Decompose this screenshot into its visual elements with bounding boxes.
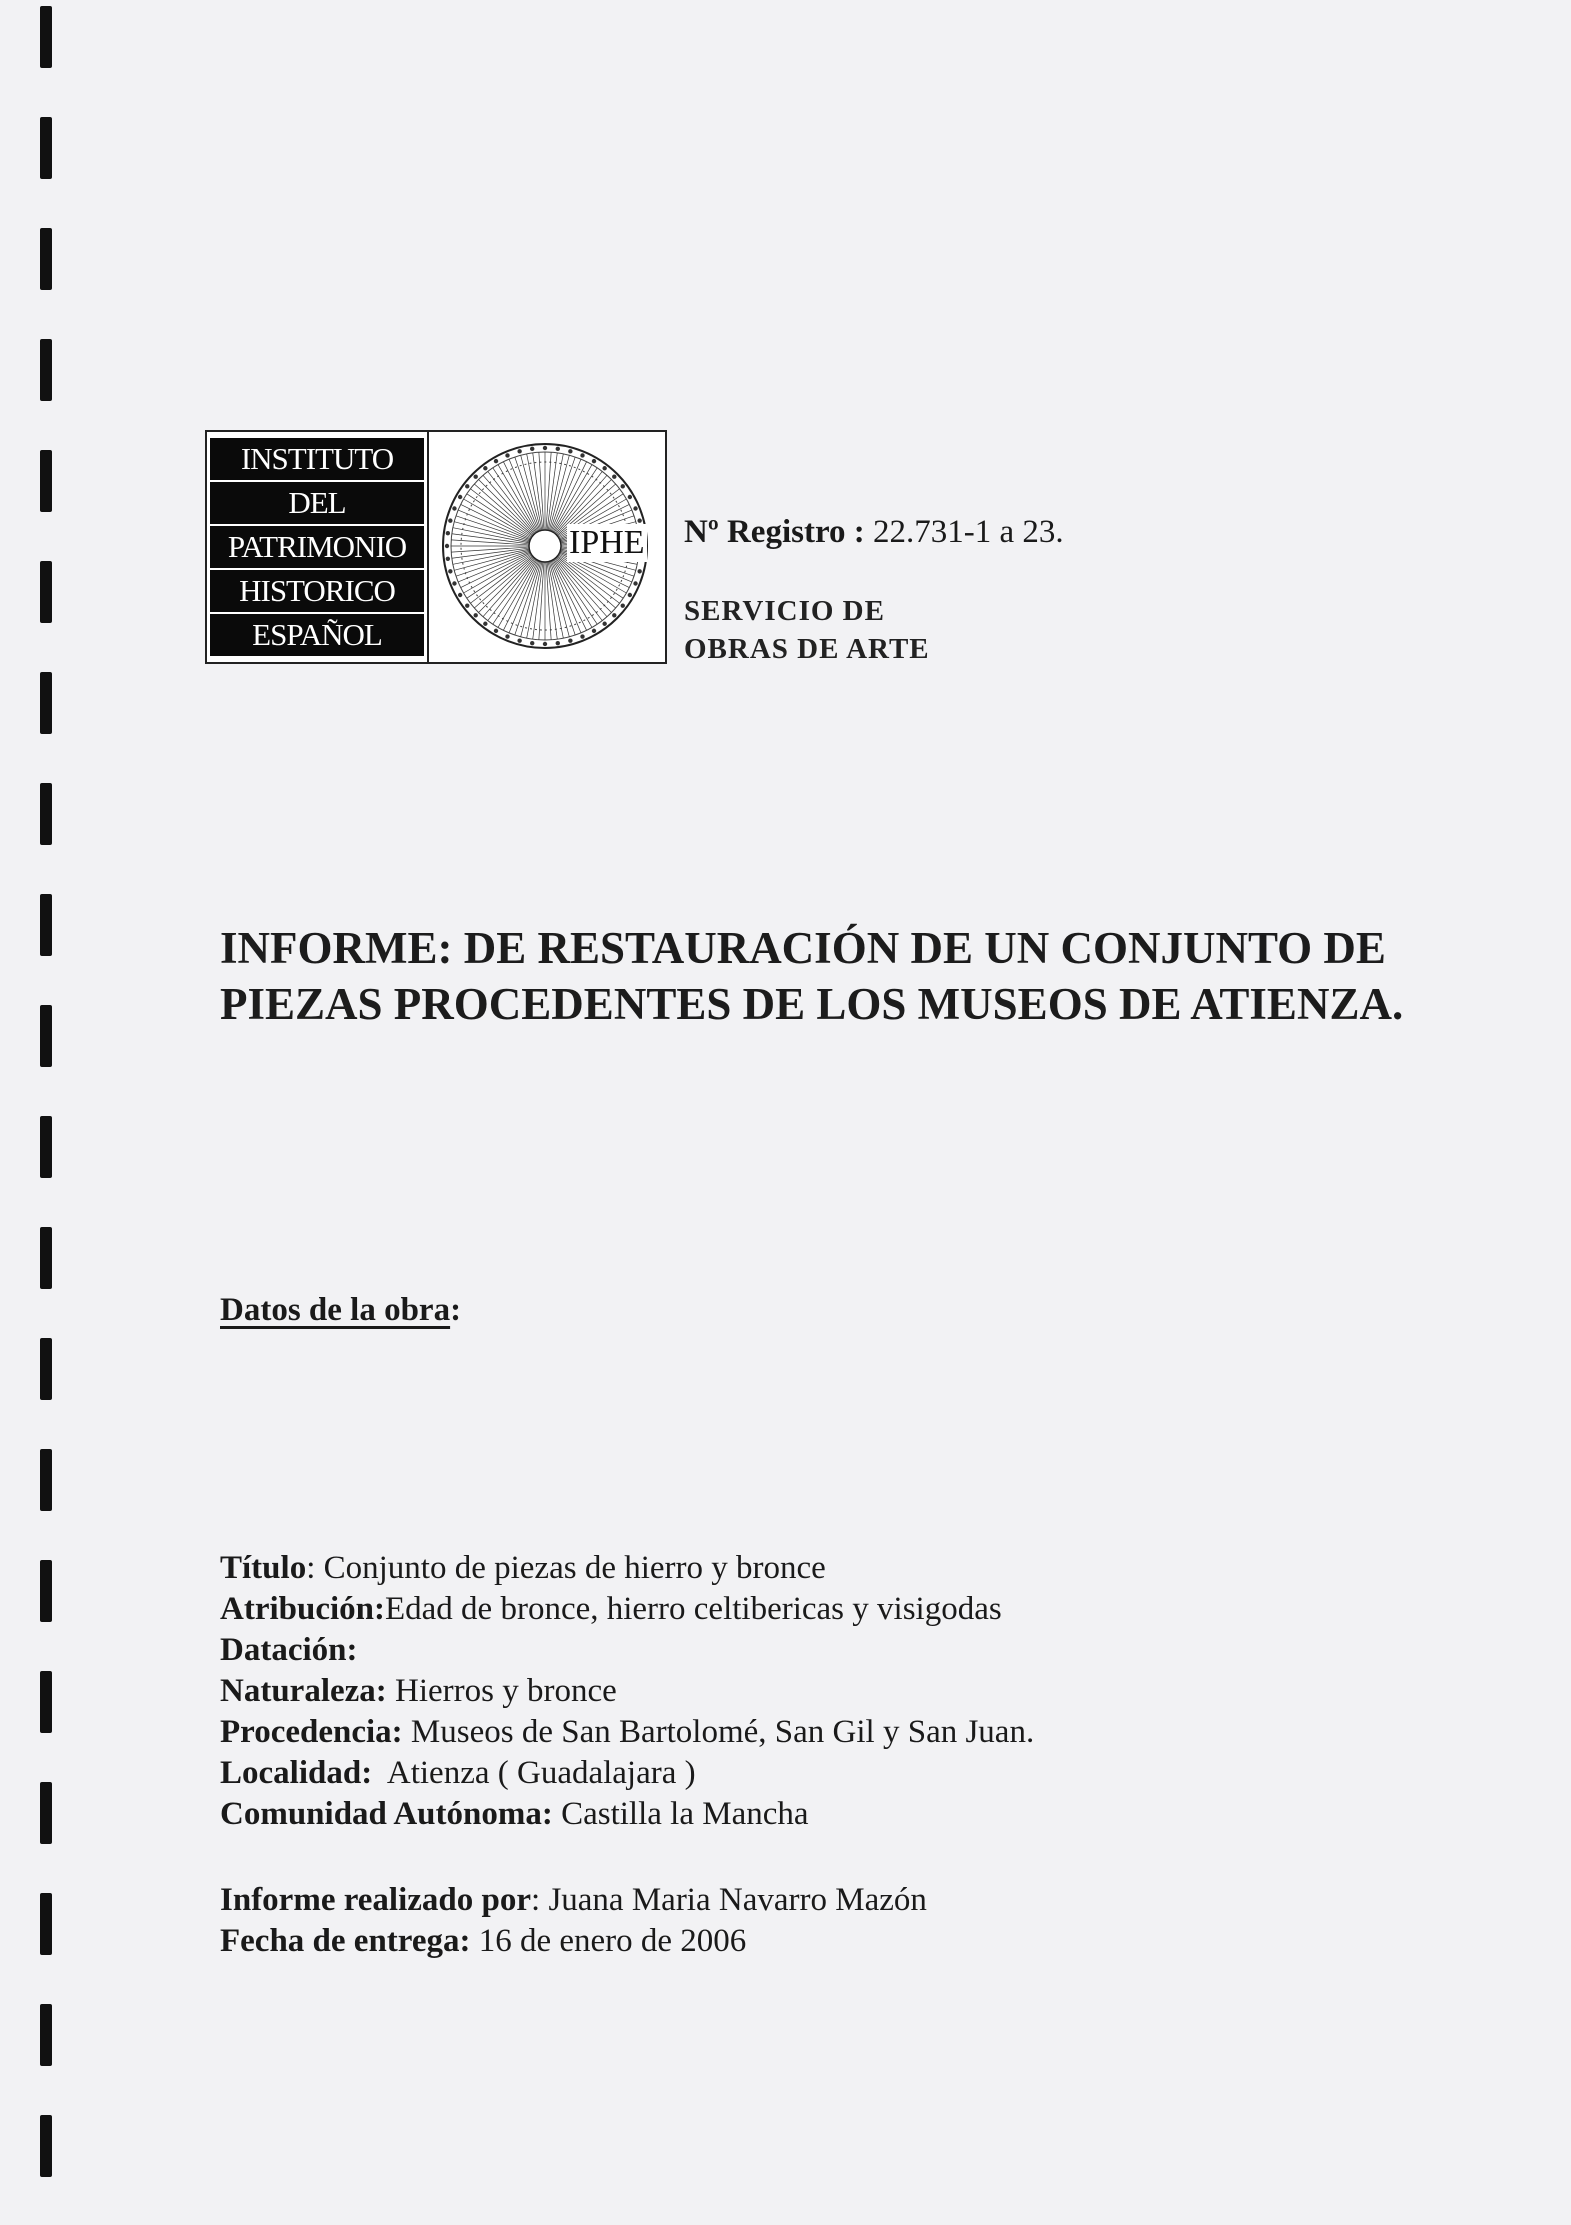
- binding-hole: [40, 783, 52, 845]
- author-value: Juana Maria Navarro Mazón: [548, 1882, 927, 1918]
- binding-hole: [40, 1560, 52, 1622]
- section-heading-datos: [220, 1292, 461, 1329]
- binding-hole: [40, 894, 52, 956]
- binding-hole: [40, 1449, 52, 1511]
- registration-number: [684, 514, 1064, 551]
- logo-line: HISTORICO: [210, 570, 424, 612]
- section-heading-colon: :: [450, 1292, 462, 1328]
- field-label: Comunidad Autónoma:: [220, 1796, 553, 1832]
- field-separator: [372, 1755, 387, 1791]
- field-row: [220, 1712, 1034, 1753]
- binding-hole: [40, 2004, 52, 2066]
- registration-value: 22.731-1 a 23.: [873, 514, 1064, 550]
- service-line: OBRAS DE ARTE: [684, 633, 930, 665]
- report-title: [220, 920, 1420, 1032]
- institute-name-block: [207, 432, 429, 662]
- binding-hole: [40, 1116, 52, 1178]
- field-value: Museos de San Bartolomé, San Gil y San Juan.: [410, 1714, 1035, 1750]
- service-line: SERVICIO DE: [684, 595, 885, 627]
- author-separator: :: [531, 1882, 549, 1918]
- binding-hole: [40, 1227, 52, 1289]
- title-line: INFORME: DE RESTAURACIÓN DE UN CONJUNTO DE: [220, 923, 1386, 973]
- field-label: Localidad:: [220, 1755, 373, 1791]
- registration-label: Nº Registro :: [684, 514, 865, 550]
- field-separator: [387, 1673, 395, 1709]
- author-label: Informe realizado por: [220, 1882, 532, 1918]
- binding-hole: [40, 117, 52, 179]
- field-value: Castilla la Mancha: [561, 1796, 809, 1832]
- field-row: [220, 1794, 1034, 1835]
- binding-hole: [40, 6, 52, 68]
- binding-hole: [40, 1005, 52, 1067]
- field-label: Título: [220, 1550, 307, 1586]
- author-separator: [470, 1923, 478, 1959]
- binding-hole: [40, 561, 52, 623]
- field-label: Datación:: [220, 1632, 358, 1668]
- binding-hole: [40, 1893, 52, 1955]
- field-label: Procedencia:: [220, 1714, 403, 1750]
- author-row: [220, 1921, 927, 1962]
- binding-hole: [40, 450, 52, 512]
- logo-emblem-area: [429, 432, 665, 662]
- field-row: [220, 1548, 1034, 1589]
- iphe-logo: [205, 430, 667, 664]
- author-row: [220, 1880, 927, 1921]
- field-separator: [553, 1796, 561, 1832]
- binding-hole: [40, 339, 52, 401]
- field-value: Atienza ( Guadalajara ): [386, 1755, 696, 1791]
- binding-hole: [40, 228, 52, 290]
- author-value: 16 de enero de 2006: [478, 1923, 747, 1959]
- logo-line: DEL: [210, 482, 424, 524]
- field-separator: :: [306, 1550, 324, 1586]
- field-value: Hierros y bronce: [395, 1673, 617, 1709]
- report-author-block: [220, 1880, 927, 1962]
- service-name: [684, 592, 930, 668]
- work-data-list: [220, 1548, 1034, 1835]
- field-value: Conjunto de piezas de hierro y bronce: [323, 1550, 826, 1586]
- title-line: PIEZAS PROCEDENTES DE LOS MUSEOS DE ATIENZA.: [220, 979, 1404, 1029]
- logo-line: PATRIMONIO: [210, 526, 424, 568]
- field-label: Atribución:: [220, 1591, 385, 1627]
- binding-holes: [40, 0, 60, 2225]
- field-value: Edad de bronce, hierro celtibericas y visigodas: [385, 1591, 1002, 1627]
- logo-acronym: IPHE: [569, 524, 645, 561]
- field-row: [220, 1630, 1034, 1671]
- author-label: Fecha de entrega:: [220, 1923, 471, 1959]
- logo-line: INSTITUTO: [210, 438, 424, 480]
- field-row: [220, 1753, 1034, 1794]
- field-separator: [403, 1714, 411, 1750]
- field-row: [220, 1589, 1034, 1630]
- binding-hole: [40, 1338, 52, 1400]
- section-heading-text: Datos de la obra: [220, 1292, 451, 1328]
- binding-hole: [40, 672, 52, 734]
- binding-hole: [40, 1782, 52, 1844]
- logo-line: ESPAÑOL: [210, 614, 424, 656]
- field-label: Naturaleza:: [220, 1673, 387, 1709]
- field-row: [220, 1671, 1034, 1712]
- binding-hole: [40, 2115, 52, 2177]
- binding-hole: [40, 1671, 52, 1733]
